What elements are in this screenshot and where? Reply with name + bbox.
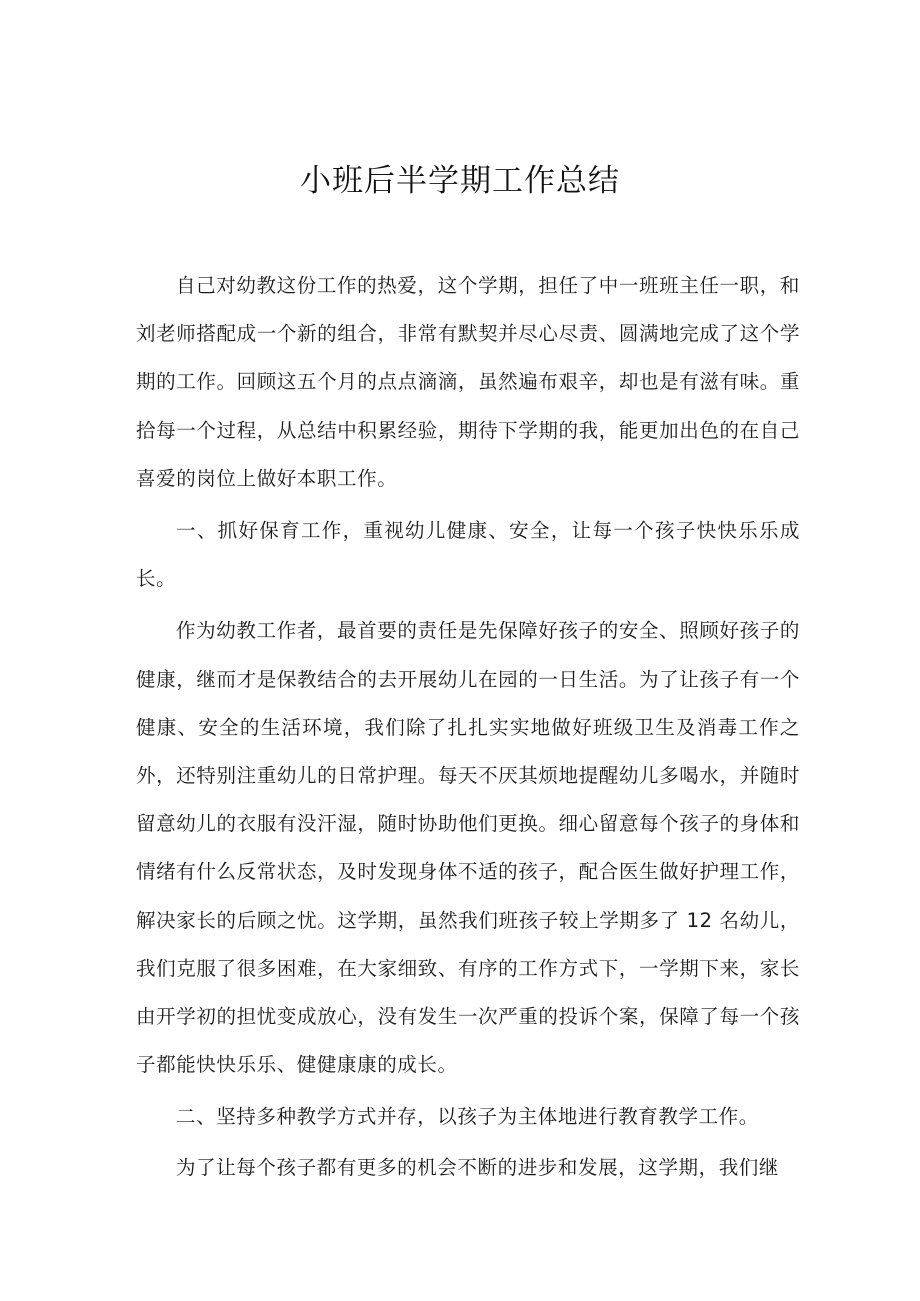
section-heading-2: 二、坚持多种教学方式并存，以孩子为主体地进行教育教学工作。 xyxy=(176,1105,759,1129)
section-heading-1: 一、抓好保育工作，重视幼儿健康、安全，让每一个孩子快快乐乐成长。 xyxy=(136,519,800,591)
document-title: 小班后半学期工作总结 xyxy=(300,163,620,199)
paragraph-teaching: 为了让每个孩子都有更多的机会不断的进步和发展，这学期，我们继 xyxy=(176,1155,780,1179)
document-body xyxy=(136,262,800,1192)
paragraph-intro: 自己对幼教这份工作的热爱，这个学期，担任了中一班班主任一职，和刘老师搭配成一个新的组合，非常有默契并尽心尽责、圆满地完成了这个学期的工作。回顾这五个月的点点滴滴，虽然遍布艰辛，却也是有滋有味。重拾每一个过程，从总结中积累经验，期待下学期的我，能更加出色的在自己喜爱的岗位上做好本职工作。 xyxy=(136,274,800,490)
paragraph-care: 作为幼教工作者，最首要的责任是先保障好孩子的安全、照顾好孩子的健康，继而才是保教结合的去开展幼儿在园的一日生活。为了让孩子有一个健康、安全的生活环境，我们除了扎扎实实地做好班级卫生及消毒工作之外，还特别注重幼儿的日常护理。每天不厌其烦地提醒幼儿多喝水，并随时留意幼儿的衣服有没汗湿，随时协助他们更换。细心留意每个孩子的身体和情绪有什么反常状态，及时发现身体不适的孩子，配合医生做好护理工作，解决家长的后顾之忧。这学期，虽然我们班孩子较上学期多了 12 名幼儿，我们克服了很多困难，在大家细致、有序的工作方式下，一学期下来，家长由开学初的担忧变成放心，没有发生一次严重的投诉个案，保障了每一个孩子都能快快乐乐、健健康康的成长。 xyxy=(136,619,800,1077)
